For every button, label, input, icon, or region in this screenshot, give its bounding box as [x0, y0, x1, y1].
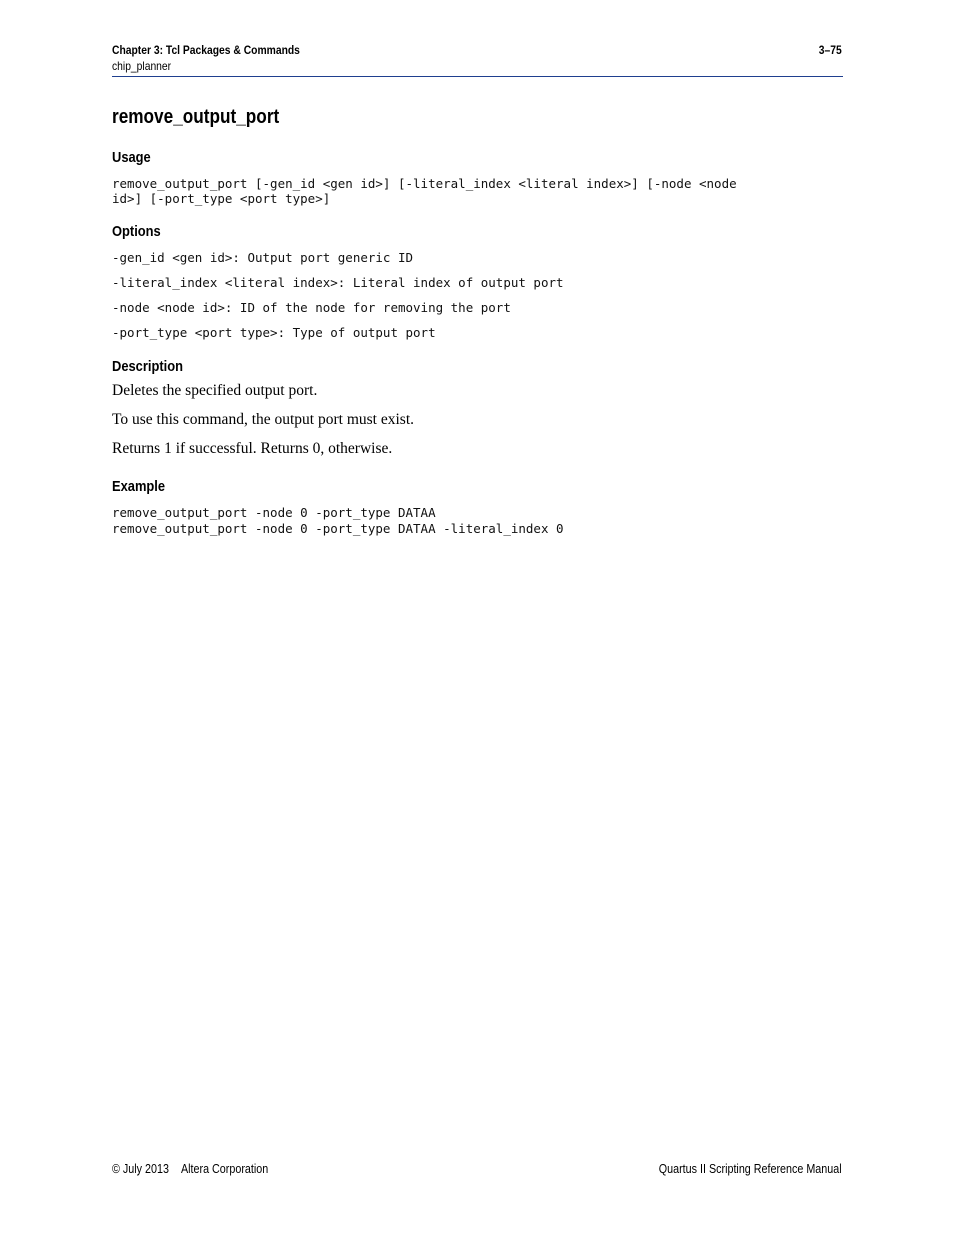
header-divider — [112, 76, 843, 77]
option-port-type: -port_type <port type>: Type of output port — [112, 325, 436, 340]
description-paragraph: Returns 1 if successful. Returns 0, otherwise. — [112, 440, 393, 457]
usage-code-line-2: id>] [-port_type <port type>] — [112, 191, 331, 206]
option-gen-id: -gen_id <gen id>: Output port generic ID — [112, 250, 414, 265]
option-literal-index: -literal_index <literal index>: Literal index of output port — [112, 275, 564, 290]
example-code-line-2: remove_output_port -node 0 -port_type DATAA -literal_index 0 — [112, 521, 564, 536]
footer-company: Altera Corporation — [180, 1162, 269, 1176]
footer-left — [112, 1162, 268, 1176]
description-paragraph: To use this command, the output port must exist. — [112, 411, 415, 428]
command-title: remove_output_port — [112, 106, 280, 128]
running-header-page-number: 3–75 — [819, 43, 842, 57]
footer-date: © July 2013 — [112, 1162, 169, 1176]
usage-code-line-1: remove_output_port [-gen_id <gen id>] [-literal_index <literal index>] [-node <node — [112, 176, 737, 191]
footer-manual-title: Quartus II Scripting Reference Manual — [659, 1162, 842, 1176]
usage-heading: Usage — [112, 149, 151, 166]
option-node: -node <node id>: ID of the node for removing the port — [112, 300, 511, 315]
running-header-subsection: chip_planner — [112, 59, 172, 73]
example-code-line-1: remove_output_port -node 0 -port_type DATAA — [112, 505, 436, 520]
example-heading: Example — [112, 478, 166, 495]
description-heading: Description — [112, 358, 183, 375]
running-header-chapter: Chapter 3: Tcl Packages & Commands — [112, 43, 300, 57]
options-heading: Options — [112, 223, 161, 240]
description-paragraph: Deletes the specified output port. — [112, 382, 318, 399]
